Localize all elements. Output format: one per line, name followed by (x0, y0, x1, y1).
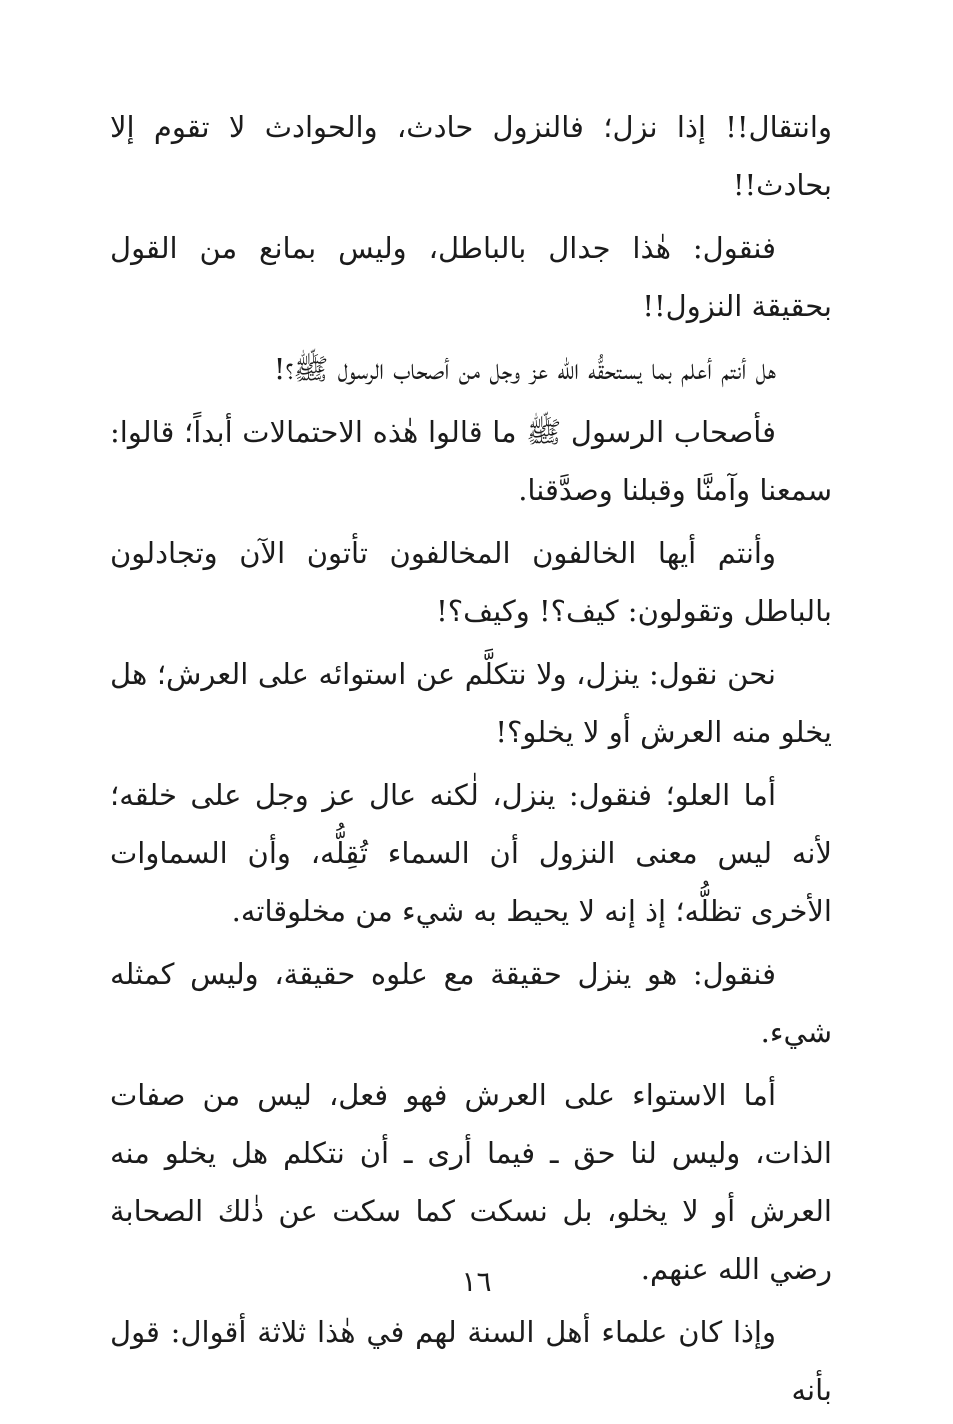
paragraph-7: أما العلو؛ فنقول: ينزل، لٰكنه عال عز وجل على خلقه؛ لأنه ليس معنى النزول أن السماء تُقِلُّه، وأن السماوات الأخرى تظلُّه؛ إذ إنه لا يحيط به شيء من مخلوقاته. (110, 778, 832, 928)
body-text (110, 98, 832, 1424)
paragraph-5: وأنتم أيها الخالفون المخالفون تأتون الآن وتجادلون بالباطل وتقولون: كيف؟! وكيف؟! (110, 536, 832, 628)
paragraph-6: نحن نقول: ينزل، ولا نتكلَّم عن استوائه على العرش؛ هل يخلو منه العرش أو لا يخلو؟! (110, 657, 832, 749)
paragraph-8: فنقول: هو ينزل حقيقة مع علوه حقيقة، وليس كمثله شيء. (110, 957, 832, 1049)
page-number: ١٦ (461, 1265, 492, 1298)
paragraph-4: فأصحاب الرسول ﷺ ما قالوا هٰذه الاحتمالات أبداً؛ قالوا: سمعنا وآمنَّا وقبلنا وصدَّقنا. (110, 415, 832, 507)
paragraph-3: هل أنتم أعلم بما يستحقُّه الله عز وجل من أصحاب الرسول ﷺ؟! (273, 352, 776, 386)
paragraph-2: فنقول: هٰذا جدال بالباطل، وليس بمانع من القول بحقيقة النزول!! (110, 231, 832, 323)
paragraph-10: وإذا كان علماء أهل السنة لهم في هٰذا ثلاثة أقوال: قول بأنه (110, 1315, 832, 1407)
paragraph-9: أما الاستواء على العرش فهو فعل، ليس من صفات الذات، وليس لنا حق ـ فيما أرى ـ أن نتكلم هل يخلو منه العرش أو لا يخلو، بل نسكت كما سكت عن ذٰلك الصحابة رضي الله عنهم. (110, 1078, 832, 1286)
paragraph-1: وانتقال!! إذا نزل؛ فالنزول حادث، والحوادث لا تقوم إلا بحادث!! (110, 110, 832, 202)
